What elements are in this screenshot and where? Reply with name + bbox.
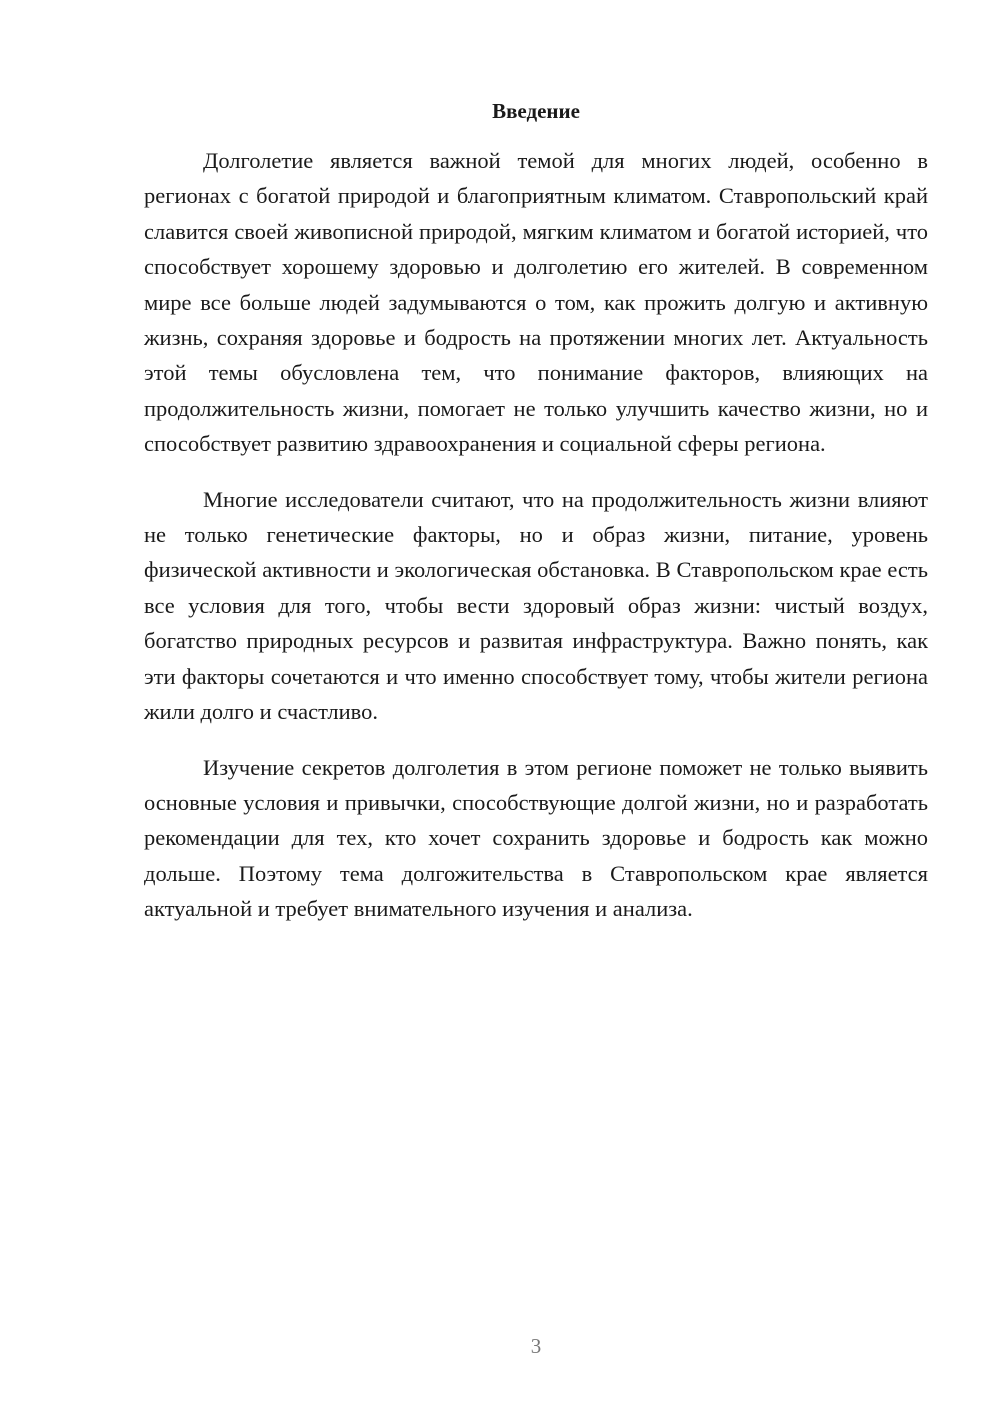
page-number: 3 [530,1334,542,1358]
paragraph-2: Многие исследователи считают, что на продолжительность жизни влияют не только генетические факторы, но и образ жизни, питание, уровень физической активности и экологическая обстановка. В Ставропольском крае есть все условия для того, чтобы вести здоровый образ жизни: чистый воздух, богатство природных ресурсов и развитая инфраструктура. Важно понять, как эти факторы сочетаются и что именно способствует тому, чтобы жители региона жили долго и счастливо. [144,486,928,725]
body-text [144,143,928,927]
section-heading: Введение [492,99,580,123]
paragraph-1: Долголетие является важной темой для многих людей, особенно в регионах с богатой природой и благоприятным климатом. Ставропольский край славится своей живописной природой, мягким климатом и богатой историей, что способствует хорошему здоровью и долголетию его жителей. В современном мире все больше людей задумываются о том, как прожить долгую и активную жизнь, сохраняя здоровье и бодрость на протяжении многих лет. Актуальность этой темы обусловлена тем, что понимание факторов, влияющих на продолжительность жизни, помогает не только улучшить качество жизни, но и способствует развитию здравоохранения и социальной сферы региона. [144,148,928,457]
paragraph-3: Изучение секретов долголетия в этом регионе поможет не только выявить основные условия и привычки, способствующие долгой жизни, но и разработать рекомендации для тех, кто хочет сохранить здоровье и бодрость как можно дольше. Поэтому тема долгожительства в Ставропольском крае является актуальной и требует внимательного изучения и анализа. [144,754,928,922]
